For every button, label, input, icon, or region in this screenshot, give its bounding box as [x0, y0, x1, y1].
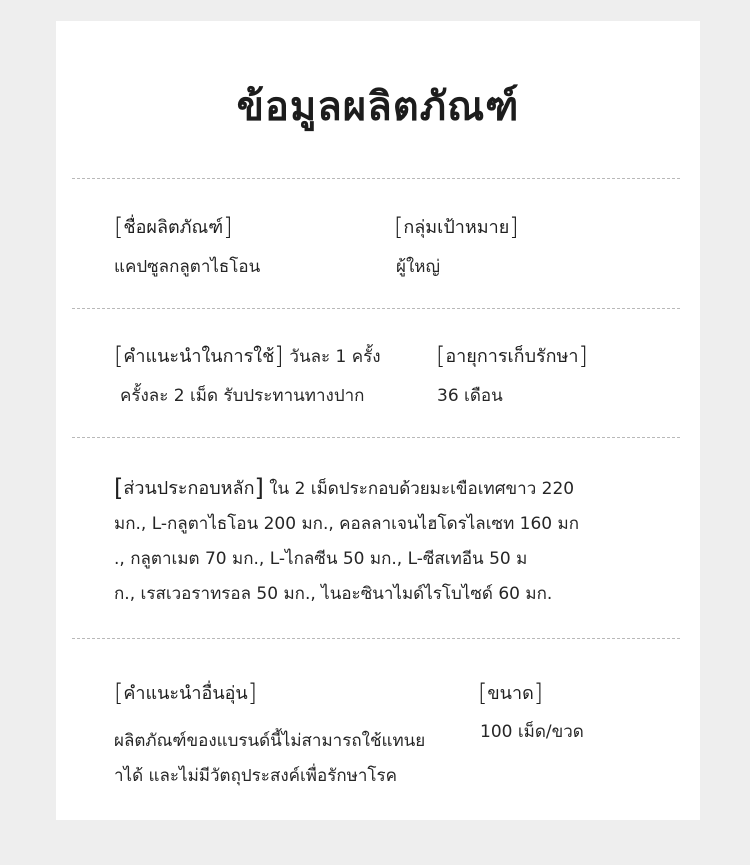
usage-value-line2: ครั้งละ 2 เม็ด รับประทานทางปาก	[120, 386, 365, 406]
shelf-life-value: 36 เดือน	[437, 386, 503, 406]
other-notes-text	[114, 724, 474, 794]
other-notes-line: ผลิตภัณฑ์ของแบรนด์นี้ไม่สามารถใช้แทนย	[114, 731, 426, 751]
ingredients-label: [ส่วนประกอบหลัก]	[114, 474, 264, 502]
divider	[72, 178, 680, 179]
divider	[72, 308, 680, 309]
product-name-value: แคปซูลกลูตาไธโอน	[114, 257, 261, 277]
divider	[72, 638, 680, 639]
usage-label: [คำแนะนำในการใช้] วันละ 1 ครั้ง	[114, 342, 381, 370]
ingredients-line: ., กลูตาเมต 70 มก., L-ไกลซีน 50 มก., L-ซีสเทอีน 50 ม	[114, 549, 528, 569]
ingredients-line: ใน 2 เม็ดประกอบด้วยมะเขือเทศขาว 220	[269, 479, 575, 499]
size-label: [ขนาด]	[478, 679, 544, 707]
other-notes-label: [คำแนะนำอื่นอุ่น]	[114, 679, 258, 707]
size-value: 100 เม็ด/ขวด	[480, 722, 584, 742]
page-title: ข้อมูลผลิตภัณฑ์	[236, 84, 520, 130]
shelf-life-label: [อายุการเก็บรักษา]	[436, 342, 588, 370]
product-info-card	[56, 21, 700, 820]
divider	[72, 437, 680, 438]
target-group-label: [กลุ่มเป้าหมาย]	[394, 213, 519, 241]
ingredients-line: ก., เรสเวอราทรอล 50 มก., ไนอะซินาไมด์ไรโบไซด์ 60 มก.	[114, 584, 553, 604]
usage-value-line1: วันละ 1 ครั้ง	[289, 347, 381, 367]
product-name-label: [ชื่อผลิตภัณฑ์]	[114, 213, 233, 241]
other-notes-line: าได้ และไม่มีวัตถุประสงค์เพื่อรักษาโรค	[114, 766, 398, 786]
target-group-value: ผู้ใหญ่	[396, 257, 440, 277]
ingredients-line: มก., L-กลูตาไธโอน 200 มก., คอลลาเจนไฮโดรไลเซท 160 มก	[114, 514, 580, 534]
ingredients-block	[114, 471, 654, 612]
